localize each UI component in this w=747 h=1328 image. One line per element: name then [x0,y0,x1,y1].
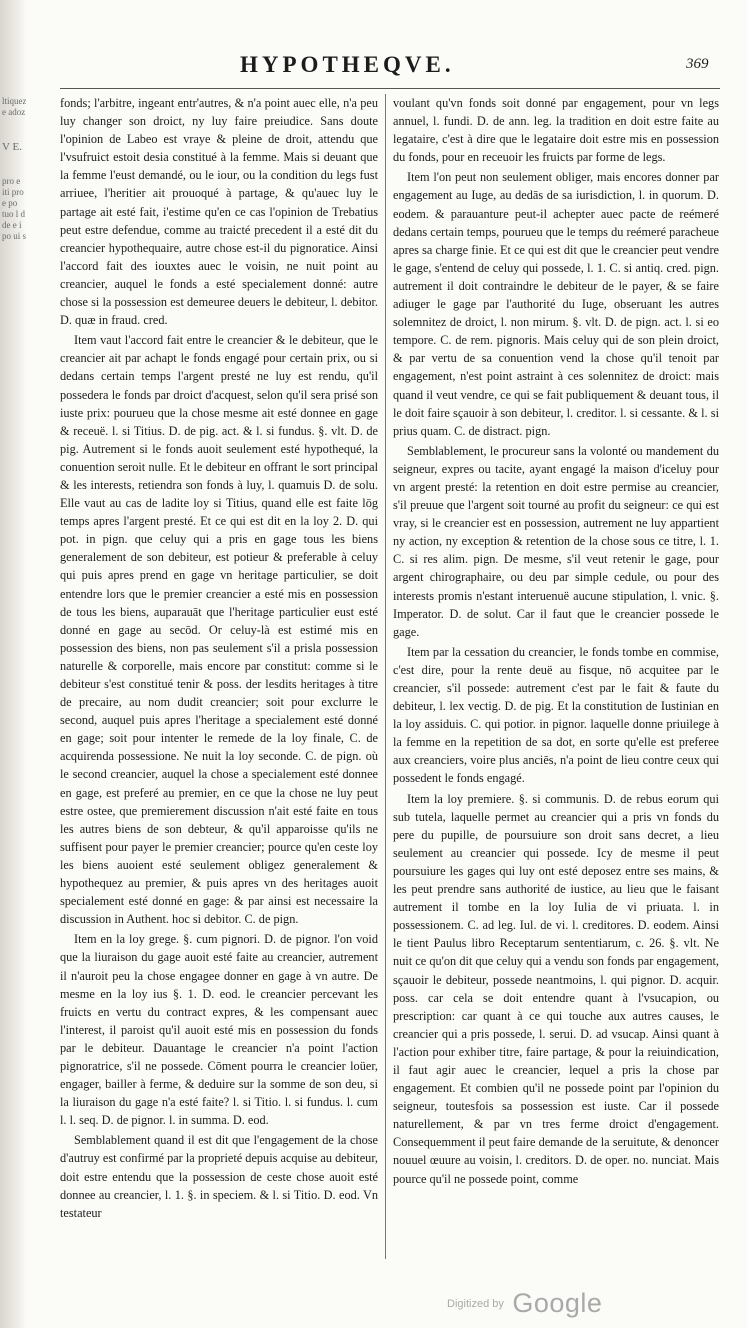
margin-bleed-mid: V E. [2,142,22,153]
paragraph: Item en la loy grege. §. cum pignori. D. de pignor. l'on void que la liuraison du gage auoit esté faite au creancier, autrement il n'auroit peu la chose engagee donner en gage à vn autre. De mesme en la loy ius §. 1. D. eod. le creancier percevant les fruicts en vertu du contract expres, & les compensant auec l'interest, il paroist qu'il auoit esté mis en possession du fonds par le debiteur. Dauantage le creancier n'a point l'action pignoratrice, s'il ne possede. Cōment pourra le creancier loüer, engager, bailler à ferme, & deduire sur la somme de son deu, si la liuraison du gage n'a esté faite? l. si Titio. l. si fundus. l. cum l. l. seq. D. de pignor. l. in summa. D. eod. [60,932,378,1128]
paragraph: Item par la cessation du creancier, le fonds tombe en commise, c'est dire, pour la rente deuë au fisque, nō acquitee par le creancier, s'il possede: autrement c'est par le fait & faute du debiteur, l. lex vectig. D. de pig. Et la constitution de Iustinian en la loy assiduis. C. qui potior. in pignor. laquelle donne priuilege à la femme en la repetition de sa dot, en sorte qu'elle est preferee aux creanciers, voire plus anciēs, n'a point de lieu contre ceux qui possedent le fonds engagé. [393,644,719,786]
paragraph: Semblablement quand il est dit que l'engagement de la chose d'autruy est confirmé par la proprieté depuis acquise au debiteur, doit estre entendu que la possession de ceste chose auoit esté donnee au creancier, l. 1. §. in speciem. & l. si Titio. D. eod. Vn testateur [60,1133,378,1220]
google-logo: Google [512,1288,603,1318]
margin-bleed-top: ltiquez e adoz [2,96,26,117]
paragraph: voulant qu'vn fonds soit donné par engagement, pour vn legs annuel, l. fundi. D. de ann. leg. la tradition en doit estre faite au legataire, c'est à dire que le legataire doit estre mis en possession du fonds, pour en receuoir les fruicts par forme de legs. [393,96,719,165]
margin-bleed-lower: pro e iti pro e po tuo l d de e i po ui s [2,176,26,241]
paragraph: Item l'on peut non seulement obliger, mais encores donner par engagement au Iuge, au dedās de sa iurisdiction, l. in quorum. D. eodem. & parauanture peut-il achepter auec pacte de reémeré dedans certain temps, pourueu que le temps du reémeré paracheue apres sa charge finie. Et ce qui est dit que le creancier peut vendre le gage, s'entend de celuy qui possede, l. 1. C. si antiq. cred. pign. autrement il doit contraindre le debiteur de le payer, & se faire adiuger le gage par l'authorité du Iuge, obseruant les autres solemnitez de droict, l. non mirum. §. vlt. D. de pign. act. l. si eo tempore. C. de rem. pignoris. Mais celuy qui de son plein droict, & par vertu de sa conuention vend la chose qu'il tenoit par engagement, n'est point astraint à ces solennitez de droict: mais quand il veut vendre, ce qui se fait publiquement & deuant tous, il le doit faire sçauoir à son debiteur, l. creditor. l. si cessante. & l. si prius quam. C. de distract. pign. [393,170,719,438]
right-column [393,94,719,1259]
header-rule [60,88,720,89]
digitization-watermark [447,1288,602,1319]
page-number: 369 [686,56,709,72]
running-head: HYPOTHEQVE. [240,52,455,77]
paragraph: Item la loy premiere. §. si communis. D. de rebus eorum qui sub tutela, laquelle permet au creancier qui a pris vn fonds du pere du pupille, de poursuiure son droit sans decret, a lieu seulement au creancier qui possede. Icy de mesme il peut poursuiure les gages qui luy ont esté deposez entre ses mains, & les peut prendre sans authorité de iustice, au lieu que le faisant autrement il tombe en la loy Iulia de vi priuata. l. in possessionem. C. ad leg. Iul. de vi. l. creditores. D. eodem. Ainsi le tient Paulus libro Receptarum sententiarum, c. 26. §. vlt. Ne nuit ce qu'on dit que celuy qui a vendu son fonds par engagement, sçauoir le debiteur, possede neantmoins, l. qui pignor. D. acquir. poss. car cela se doit entendre quant à l'vsucapion, ou prescription: car quant à ce qui touche aux autres causes, le creancier qui a pris possede, l. serui. D. ad vsucap. Ainsi quant à l'action pour exhiber titre, faire partage, & pour la reiuindication, il faut agir auec le creancier, lequel a pris la chose par engagement. Et combien qu'il ne possede point par l'opinion du seigneur, toutesfois sa possession est iuste. Car il possede naturellement, & par vn tres ferme droict d'engagement. Consequemment il peut faire demande de la seruitute, & denoncer nouuel œuure au voisin, l. creditors. D. de oper. no. nunciat. Mais pource qu'il ne possede point, comme [393,791,719,1186]
left-column [60,94,378,1259]
watermark-prefix: Digitized by [447,1297,504,1310]
paragraph: Item vaut l'accord fait entre le creancier & le debiteur, que le creancier ait par achapt le fonds engagé pour certain prix, ou si dedans certain temps l'argent presté ne luy est rendu, qu'il possedera le fonds par droict d'acquest, selon qu'il sera prisé son iuste prix: pourueu que la chose mesme ait esté donnee en gage & receuë. l. si Titius. D. de pig. act. & l. si fundus. §. vlt. D. de pig. Autrement si le fonds auoit seulement esté hypothequé, la conuention seroit nulle. Et le debiteur en offrant le sort principal & les interests, retiendra son fonds à luy, l. quamuis D. de solu. Elle vaut au cas de ladite loy si Titius, quand elle est faite lōg temps apres l'argent presté. Et ce qui est dit en la loy 2. D. qui pot. in pign. que celuy qui a pris en gage tous les biens generalement de son debiteur, est potieur & preferable à celuy qui puis apres prend en gage vn heritage particulier, se doit entendre lors que le premier creancier a esté mis en possession de tous les biens, auparauāt que l'heritage particulier eust esté donné en gage au secōd. Or celuy-là est estimé mis en possession des biens, non pas seulement s'il a prisla possession naturelle & corporelle, mais encore par constitut: comme si le debiteur s'est constitué tenir & poss. der lesdits heritages à titre de precaire, au nom dudit creancier; soit pour exclurre le second, auquel puis apres l'heritage a specialement esté donné en gage; soit pour intenter le remede de la loy finale, C. de acquirenda possessione. Ne nuit la loy seconde. C. de pign. où le second creancier, auquel la chose a specialement esté donnee en gage, est preferé au premier, en ce que la chose ne luy peut estre ostee, que premierement discussion n'ait esté faite en tous les autres biens de son debteur, & qu'il apparoisse qu'ils ne suffisent pour payer le premier creancier; pource qu'en ceste loy les biens auoient esté seulement obligez generalement & hypothequez au premier, & puis apres vn des heritages auoit specialement esté donné en gage: & par ainsi est necessaire la discussion in Authent. hoc si debitor. C. de pign. [60,333,378,927]
column-divider [385,94,386,1259]
paragraph: Semblablement, le procureur sans la volonté ou mandement du seigneur, expres ou tacite, ayant engagé la maison d'iceluy pour vn argent presté: la retention en doit estre permise au creancier, s'il preuue que l'argent soit tourné au profit du seigneur: ce qui est vray, si le creancier est en possession, autrement ne luy appartient ny action, ny exception & retention de la chose sous ce titre, l. 1. C. si res alim. pign. De mesme, s'il veut retenir le gage, pour argent chirographaire, ou deu par simple cedule, ou pour des interests promis n'estant interuenuë aucune stipulation, l. vnic. §. Imperator. D. de solut. Car il faut que le creancier possede le gage. [393,443,719,639]
paragraph: fonds; l'arbitre, ingeant entr'autres, & n'a point auec elle, n'a peu luy changer son droict, ny luy faire preiudice. Sans doute l'opinion de Labeo est vraye & pleine de droit, attendu que l'vsufruict estoit desia constitué à la femme. Mais si deuant que la femme l'eust demandé, ou le iour, ou la condition du legs fust arriuee, l'heritier ait prouoqué à partage, & qu'auec luy le partage ait esté fait, i'estime qu'en ce cas l'opinion de Trebatius peut estre defendue, comme au traicté precedent il a esté dit du creancier hypothequaire, autre chose est-il du pignoratice. Ainsi l'accord fait des iouxtes auec le voisin, ne nuit point au creancier, auquel le fonds a esté specialement donné: autre chose si la possession est demeuree deuers le debiteur, l. debitor. D. quæ in fraud. cred. [60,96,378,328]
